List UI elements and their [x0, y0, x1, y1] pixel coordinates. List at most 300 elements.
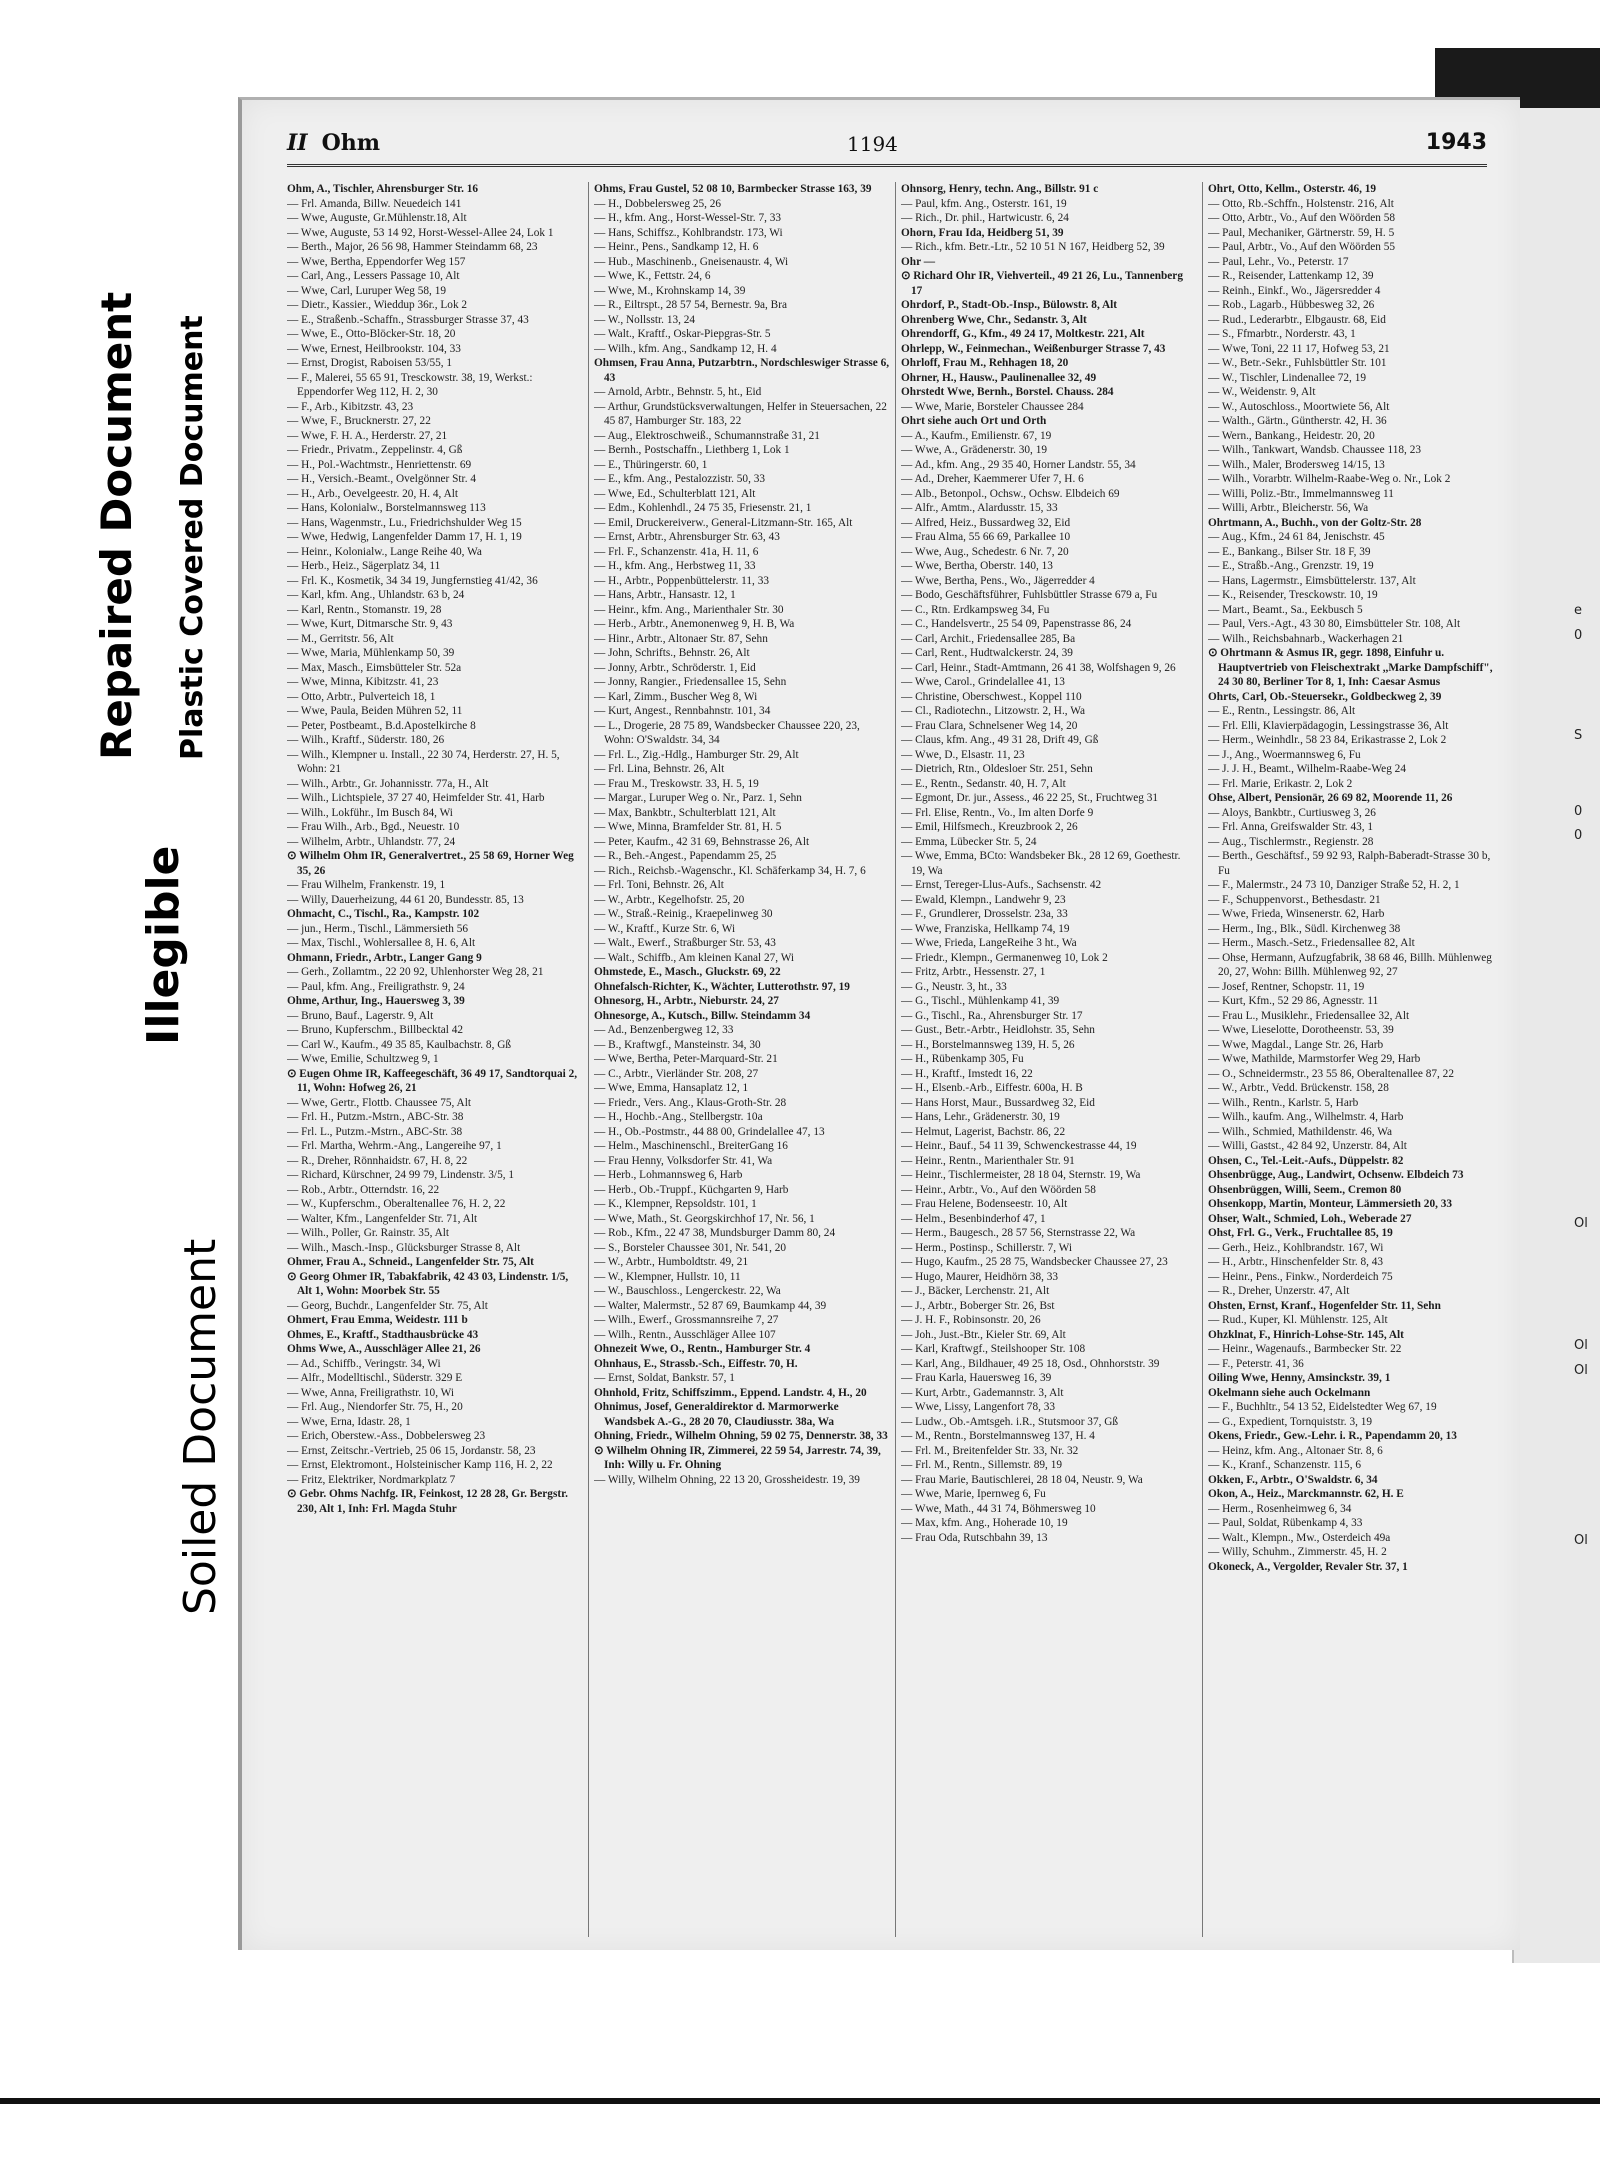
adjacent-page-fragment: 0	[1574, 828, 1583, 843]
directory-entry: ⊙ Wilhelm Ohm IR, Generalvertret., 25 58 69, Horner Weg 35, 26	[287, 850, 574, 877]
directory-entry: — Hans, Lagermstr., Eimsbüttelerstr. 137, Alt	[1208, 574, 1416, 587]
column-divider	[895, 182, 896, 1937]
directory-entry: — Herm., Ing., Blk., Südl. Kirchenweg 38	[1208, 922, 1401, 935]
directory-entry: — Wwe, Marie, Borsteler Chaussee 284	[901, 400, 1084, 413]
directory-entry: — Heinr., kfm. Ang., Marienthaler Str. 30	[594, 603, 784, 616]
directory-entry: Ohrenberg Wwe, Chr., Sedanstr. 3, Alt	[901, 313, 1087, 326]
directory-entry: — Wwe, D., Elsastr. 11, 23	[901, 748, 1025, 761]
directory-entry: — Wwe, Minna, Bramfelder Str. 81, H. 5	[594, 821, 782, 833]
directory-entry: — Ad., Dreher, Kaemmerer Ufer 7, H. 6	[901, 473, 1084, 485]
directory-entry: — Frl. Elli, Klavierpädagogin, Lessingstrasse 36, Alt	[1208, 719, 1449, 732]
directory-entry: — Wwe, Gertr., Flottb. Chaussee 75, Alt	[287, 1096, 471, 1109]
directory-entry: — R., Dreher, Unzerstr. 47, Alt	[1208, 1285, 1350, 1297]
directory-entry: — Max, Tischl., Wohlersallee 8, H. 6, Alt	[287, 937, 476, 949]
directory-entry: — Wwe, Franziska, Hellkamp 74, 19	[901, 922, 1070, 935]
directory-entry: — W., Kraftf., Kurze Str. 6, Wi	[594, 922, 736, 935]
directory-entry: — M., Rentn., Borstelmannsweg 137, H. 4	[901, 1430, 1095, 1442]
directory-entry: — Ludw., Ob.-Amtsgeh. i.R., Stutsmoor 37, Gß	[901, 1415, 1119, 1428]
directory-entry: — Carl, Heinr., Stadt-Amtmann, 26 41 38, Wolfshagen 9, 26	[901, 661, 1176, 674]
directory-entry: — G., Expedient, Tornquiststr. 3, 19	[1208, 1415, 1373, 1428]
directory-entry: — Kurt, Kfm., 52 29 86, Agnesstr. 11	[1208, 995, 1379, 1007]
directory-entry: — H., Dobbelersweg 25, 26	[594, 197, 722, 210]
directory-entry: Ohmert, Frau Emma, Weidestr. 111 b	[287, 1314, 468, 1326]
directory-entry: — F., Arb., Kibitzstr. 43, 23	[287, 400, 414, 413]
adjacent-page-strip	[1512, 108, 1600, 1963]
directory-entry: ⊙ Richard Ohr IR, Viehverteil., 49 21 26, Lu., Tannenberg 17	[901, 270, 1183, 297]
soiled-document-label: Soiled Document	[175, 1238, 226, 1615]
directory-entry: — G., Tischl., Ra., Ahrensburger Str. 17	[901, 1009, 1083, 1022]
directory-entry: — Wilh., Lokführ., Im Busch 84, Wi	[287, 806, 453, 819]
directory-entry: Ohser, Walt., Schmied, Loh., Weberade 27	[1208, 1212, 1412, 1225]
directory-entry: — Heinr., Wagenaufs., Barmbecker Str. 22	[1208, 1343, 1402, 1355]
directory-entry: — Hub., Maschinenb., Gneisenaustr. 4, Wi	[594, 255, 789, 268]
column-divider	[1202, 182, 1203, 1937]
directory-entry: — Wwe, Kurt, Ditmarsche Str. 9, 43	[287, 618, 453, 630]
directory-column-4	[1208, 182, 1504, 1937]
scanned-page	[238, 97, 1520, 1950]
directory-entry: — Max, Bankbtr., Schulterblatt 121, Alt	[594, 806, 776, 819]
section-number: II	[287, 130, 308, 156]
directory-entry: — Herm., Masch.-Setz., Friedensallee 82, Alt	[1208, 937, 1415, 949]
directory-entry: — Walt., Ewerf., Straßburger Str. 53, 43	[594, 937, 776, 949]
directory-entry: — Wwe, Hedwig, Langenfelder Damm 17, H. 1, 19	[287, 531, 522, 543]
directory-entry: — Wwe, A., Grädenerstr. 30, 19	[901, 444, 1047, 456]
directory-entry: — Rud., Kuper, Kl. Mühlenstr. 125, Alt	[1208, 1314, 1388, 1326]
directory-entry: — Wwe, Bertha, Pens., Wo., Jägerredder 4	[901, 574, 1095, 587]
directory-entry: — Arthur, Grundstücksverwaltungen, Helfer in Steuersachen, 22 45 87, Hamburger Str. 183, 22	[594, 400, 887, 427]
directory-entry: — H., kfm. Ang., Horst-Wessel-Str. 7, 33	[594, 212, 782, 224]
directory-entry: — Ernst, Soldat, Bankstr. 57, 1	[594, 1372, 735, 1384]
directory-entry: Ohmstede, E., Masch., Gluckstr. 69, 22	[594, 966, 781, 978]
directory-entry: — Fritz, Elektriker, Nordmarkplatz 7	[287, 1473, 456, 1486]
directory-entry: — Wwe, Aug., Schedestr. 6 Nr. 7, 20	[901, 545, 1069, 558]
directory-entry: — K., Reisender, Tresckowstr. 10, 19	[1208, 589, 1378, 601]
directory-entry: — Gerh., Heiz., Kohlbrandstr. 167, Wi	[1208, 1241, 1384, 1254]
directory-entry: — jun., Herm., Tischl., Lämmersieth 56	[287, 922, 469, 935]
directory-entry: — Paul, Arbtr., Vo., Auf den Wöörden 55	[1208, 241, 1396, 253]
directory-entry: Ohrts, Carl, Ob.-Steuersekr., Goldbeckweg 2, 39	[1208, 690, 1442, 703]
directory-entry: — Wwe, K., Fettstr. 24, 6	[594, 270, 711, 282]
directory-entry: — Ewald, Klempn., Landwehr 9, 23	[901, 893, 1066, 906]
directory-entry: — F., Malerei, 55 65 91, Tresckowstr. 38, 19, Werkst.: Eppendorfer Weg 112, H. 2, 30	[287, 371, 533, 398]
directory-entry: — Alfred, Heiz., Bussardweg 32, Eid	[901, 516, 1071, 529]
directory-entry: Ohrloff, Frau M., Rehhagen 18, 20	[901, 357, 1069, 369]
directory-entry: — Frau Helene, Bodenseestr. 10, Alt	[901, 1198, 1068, 1210]
directory-entry: Ohms, Frau Gustel, 52 08 10, Barmbecker Strasse 163, 39	[594, 183, 872, 195]
directory-entry: — Paul, Vers.-Agt., 43 30 80, Eimsbütteler Str. 108, Alt	[1208, 618, 1461, 630]
directory-entry: — J. J. H., Beamt., Wilhelm-Raabe-Weg 24	[1208, 763, 1406, 775]
directory-entry: — Jonny, Arbtr., Schröderstr. 1, Eid	[594, 661, 756, 674]
directory-entry: — Karl, Zimm., Buscher Weg 8, Wi	[594, 690, 758, 703]
directory-entry: — H., Hochb.-Ang., Stellbergstr. 10a	[594, 1111, 763, 1123]
directory-entry: — Berth., Major, 26 56 98, Hammer Steindamm 68, 23	[287, 241, 538, 253]
directory-entry: — Bernh., Postschaffn., Liethberg 1, Lok 1	[594, 444, 790, 456]
directory-entry: Ohm, A., Tischler, Ahrensburger Str. 16	[287, 183, 479, 195]
directory-entry: — Wilh., Maler, Brodersweg 14/15, 13	[1208, 458, 1385, 471]
directory-entry: — Karl, Ang., Bildhauer, 49 25 18, Osd., Ohnhorststr. 39	[901, 1357, 1160, 1370]
directory-entry: — Hans, Wagenmstr., Lu., Friedrichshulder Weg 15	[287, 516, 522, 529]
directory-entry: — W., Betr.-Sekr., Fuhlsbüttler Str. 101	[1208, 357, 1387, 369]
directory-entry: — Erich, Oberstew.-Ass., Dobbelersweg 23	[287, 1430, 486, 1442]
directory-entry: — Ad., Schiffb., Veringstr. 34, Wi	[287, 1357, 441, 1370]
directory-entry: — Walter, Malermstr., 52 87 69, Baumkamp 44, 39	[594, 1299, 827, 1312]
directory-entry: — Frau M., Treskowstr. 33, H. 5, 19	[594, 777, 759, 790]
directory-entry: Ohnhold, Fritz, Schiffszimm., Eppend. Landstr. 4, H., 20	[594, 1386, 867, 1399]
directory-entry: — Heinr., Bauf., 54 11 39, Schwenckestrasse 44, 19	[901, 1140, 1137, 1152]
directory-entry: — Carl, Archit., Friedensallee 285, Ba	[901, 632, 1076, 645]
adjacent-page-fragment: S	[1574, 728, 1583, 743]
directory-entry: — Frl. Martha, Wehrm.-Ang., Langereihe 97, 1	[287, 1140, 502, 1152]
directory-entry: — Frl. F., Schanzenstr. 41a, H. 11, 6	[594, 545, 759, 558]
directory-entry: — Bodo, Geschäftsführer, Fuhlsbüttler Strasse 679 a, Fu	[901, 589, 1158, 601]
directory-entry: ⊙ Eugen Ohme IR, Kaffeegeschäft, 36 49 17, Sandtorquai 2, 11, Wohn: Hofweg 26, 21	[287, 1067, 578, 1094]
directory-entry: — Christine, Oberschwest., Koppel 110	[901, 690, 1082, 703]
directory-entry: — E., Thüringerstr. 60, 1	[594, 458, 708, 471]
directory-entry: — Wilh., Kraftf., Süderstr. 180, 26	[287, 734, 445, 746]
directory-entry: — H., Elsenb.-Arb., Eiffestr. 600a, H. B	[901, 1082, 1083, 1094]
directory-entry: — Frau Henny, Volksdorfer Str. 41, Wa	[594, 1154, 773, 1167]
directory-entry: — Frl. Toni, Behnstr. 26, Alt	[594, 879, 724, 891]
directory-entry: — Paul, kfm. Ang., Osterstr. 161, 19	[901, 197, 1067, 210]
directory-entry: — Emma, Lübecker Str. 5, 24	[901, 835, 1037, 848]
directory-entry: — Wwe, Lieselotte, Dorotheenstr. 53, 39	[1208, 1024, 1394, 1036]
directory-entry: Ohrstedt Wwe, Bernh., Borstel. Chauss. 284	[901, 386, 1114, 398]
adjacent-page-fragment: Ol	[1574, 1216, 1588, 1231]
directory-entry: — Kurt, Angest., Rennbahnstr. 101, 34	[594, 705, 771, 717]
directory-entry: — Aug., Tischlermstr., Regienstr. 28	[1208, 835, 1374, 848]
directory-entry: — Heinr., Arbtr., Vo., Auf den Wöörden 58	[901, 1183, 1096, 1196]
directory-entry: — F., Malermstr., 24 73 10, Danziger Straße 52, H. 2, 1	[1208, 879, 1460, 891]
directory-entry: — Herm., Weinhdlr., 58 23 84, Erikastrasse 2, Lok 2	[1208, 734, 1447, 746]
directory-entry: — R., Beh.-Angest., Papendamm 25, 25	[594, 850, 777, 862]
directory-entry: Ohzklnat, F., Hinrich-Lohse-Str. 145, Alt	[1208, 1328, 1404, 1341]
directory-entry: — C., Rtn. Erdkampsweg 34, Fu	[901, 603, 1050, 616]
directory-entry: — Wilh., Ewerf., Grossmannsreihe 7, 27	[594, 1314, 779, 1326]
adjacent-page-fragment: 0	[1574, 804, 1583, 819]
directory-entry: — Paul, kfm. Ang., Freiligrathstr. 9, 24	[287, 980, 465, 993]
directory-entry: — Ad., kfm. Ang., 29 35 40, Horner Landstr. 55, 34	[901, 458, 1136, 471]
directory-entry: — J., Arbtr., Boberger Str. 26, Bst	[901, 1299, 1055, 1312]
directory-entry: Ohrdorf, P., Stadt-Ob.-Insp., Bülowstr. 8, Alt	[901, 299, 1118, 311]
directory-entry: — Wwe, Bertha, Peter-Marquard-Str. 21	[594, 1053, 778, 1065]
directory-entry: — R., Dreher, Rönnhaidstr. 67, H. 8, 22	[287, 1154, 468, 1167]
directory-entry: — Frl. Amanda, Billw. Neuedeich 141	[287, 197, 462, 210]
directory-entry: — B., Kraftwgf., Mansteinstr. 34, 30	[594, 1038, 761, 1051]
directory-entry: Ohme, Arthur, Ing., Hauersweg 3, 39	[287, 995, 465, 1007]
directory-entry: — A., Kaufm., Emilienstr. 67, 19	[901, 429, 1052, 442]
directory-entry: — Ad., Benzenbergweg 12, 33	[594, 1024, 734, 1036]
directory-entry: — W., Nollsstr. 13, 24	[594, 313, 696, 326]
directory-entry: Ohmsen, Frau Anna, Putzarbtrn., Nordschleswiger Strasse 6, 43	[594, 357, 890, 384]
directory-entry: — Herm., Postinsp., Schillerstr. 7, Wi	[901, 1241, 1072, 1254]
directory-entry: — Hans, Schiffsz., Kohlbrandstr. 173, Wi	[594, 226, 783, 239]
directory-entry: Ohorn, Frau Ida, Heidberg 51, 39	[901, 226, 1064, 239]
directory-entry: — Reinh., Einkf., Wo., Jägersredder 4	[1208, 284, 1381, 297]
directory-entry: — Cl., Radiotechn., Litzowstr. 2, H., Wa	[901, 705, 1086, 717]
directory-entry: — Wwe, Toni, 22 11 17, Hofweg 53, 21	[1208, 342, 1390, 355]
directory-entry: — Wwe, Ed., Schulterblatt 121, Alt	[594, 487, 756, 500]
repaired-document-label: Repaired Document	[92, 291, 141, 760]
directory-entry: Ohrlepp, W., Feinmechan., Weißenburger Strasse 7, 43	[901, 342, 1166, 355]
directory-entry: — Wilh., Masch.-Insp., Glücksburger Strasse 8, Alt	[287, 1241, 521, 1254]
directory-entry: — Otto, Arbtr., Pulverteich 18, 1	[287, 690, 436, 703]
directory-entry: — Helm., Besenbinderhof 47, 1	[901, 1212, 1046, 1225]
directory-entry: — F., Grundlerer, Drosselstr. 23a, 33	[901, 908, 1068, 920]
directory-entry: — Rich., Reichsb.-Wagenschr., Kl. Schäferkamp 34, H. 7, 6	[594, 864, 866, 877]
directory-entry: — Aloys, Bankbtr., Curtiusweg 3, 26	[1208, 806, 1376, 819]
directory-entry: Okoneck, A., Vergolder, Revaler Str. 37, 1	[1208, 1560, 1408, 1573]
page-year: 1943	[1425, 130, 1487, 155]
directory-entry: — Wilh., Vorarbtr. Wilhelm-Raabe-Weg o. Nr., Lok 2	[1208, 473, 1451, 485]
head-word: Ohm	[321, 130, 381, 156]
directory-entry: — O., Schneidermstr., 23 55 86, Oberaltenallee 87, 22	[1208, 1067, 1454, 1080]
directory-entry: — H., Rübenkamp 305, Fu	[901, 1053, 1024, 1065]
directory-entry: Ohnefalsch-Richter, K., Wächter, Lutterothstr. 97, 19	[594, 980, 850, 993]
directory-entry: — Friedr., Privatm., Zeppelinstr. 4, Gß	[287, 444, 463, 456]
directory-entry: — Frl. M., Breitenfelder Str. 33, Nr. 32	[901, 1444, 1079, 1457]
directory-entry: ⊙ Ohrtmann & Asmus IR, gegr. 1898, Einfuhr u. Hauptvertrieb von Fleischextrakt ,,Marke Dampfschiff", 24 30 80, Berliner Tor 8, 1, Inh: Caesar Asmus	[1208, 647, 1493, 688]
directory-entry: — Ernst, Zeitschr.-Vertrieb, 25 06 15, Jordanstr. 58, 23	[287, 1444, 536, 1457]
directory-entry: Ohr —	[901, 255, 936, 268]
directory-entry: Ohsenbrüggen, Willi, Seem., Cremon 80	[1208, 1183, 1402, 1196]
directory-entry: — H., Borstelmannsweg 139, H. 5, 26	[901, 1038, 1075, 1051]
directory-entry: Ohnhaus, E., Strassb.-Sch., Eiffestr. 70, H.	[594, 1357, 798, 1370]
directory-column-1	[287, 182, 583, 1937]
top-margin	[0, 0, 1600, 45]
directory-entry: — Rob., Lagarb., Hübbesweg 32, 26	[1208, 299, 1375, 311]
directory-entry: — R., Reisender, Lattenkamp 12, 39	[1208, 270, 1374, 282]
directory-entry: — Frl. K., Kosmetik, 34 34 19, Jungfernstieg 41/42, 36	[287, 574, 538, 587]
directory-entry: Ohning, Friedr., Wilhelm Ohning, 59 02 75, Dennerstr. 38, 33	[594, 1430, 888, 1442]
directory-entry: — Ernst, Drogist, Raboisen 53/55, 1	[287, 357, 453, 369]
directory-entry: — G., Neustr. 3, ht., 33	[901, 980, 1007, 993]
directory-entry: — Wilh., Poller, Gr. Rainstr. 35, Alt	[287, 1227, 450, 1239]
directory-entry: Ohnsorg, Henry, techn. Ang., Billstr. 91 c	[901, 183, 1099, 195]
page-header	[287, 130, 1487, 167]
directory-entry: Ohrt, Otto, Kellm., Osterstr. 46, 19	[1208, 183, 1377, 195]
directory-entry: — Wwe, Minna, Kibitzstr. 41, 23	[287, 676, 439, 688]
directory-entry: — Ohse, Hermann, Aufzugfabrik, 38 68 46, Billh. Mühlenweg 20, 27, Wohn: Billh. Mühlenweg 92, 27	[1208, 951, 1492, 978]
directory-entry: — Frau Wilhelm, Frankenstr. 19, 1	[287, 879, 446, 891]
directory-entry: — Fritz, Arbtr., Hessenstr. 27, 1	[901, 966, 1046, 978]
directory-entry: ⊙ Gebr. Ohms Nachfg. IR, Feinkost, 12 28 28, Gr. Bergstr. 230, Alt 1, Inh: Frl. Magda Stuhr	[287, 1488, 568, 1515]
directory-entry: — E., Straßenb.-Schaffn., Strassburger Strasse 37, 43	[287, 313, 529, 326]
directory-entry: — Wwe, Math., St. Georgskirchhof 17, Nr. 56, 1	[594, 1212, 815, 1225]
directory-entry: — Rud., Lederarbtr., Elbgaustr. 68, Eid	[1208, 313, 1386, 326]
directory-entry: — H., Arb., Oevelgeestr. 20, H. 4, Alt	[287, 487, 459, 500]
directory-entry: — Emil, Hilfsmech., Kreuzbrook 2, 26	[901, 821, 1078, 833]
directory-entry: — Herm., Baugesch., 28 57 56, Sternstrasse 22, Wa	[901, 1227, 1136, 1239]
directory-entry: — Wilh., Schmied, Mathildenstr. 46, Wa	[1208, 1125, 1392, 1138]
directory-entry: — Frl. Marie, Erikastr. 2, Lok 2	[1208, 777, 1353, 790]
directory-entry: — Wwe, Carol., Grindelallee 41, 13	[901, 676, 1065, 688]
adjacent-page-fragment: Ol	[1574, 1338, 1588, 1353]
directory-entry: — Wwe, Anna, Freiligrathstr. 10, Wi	[287, 1386, 454, 1399]
directory-entry: — H., Arbtr., Hinschenfelder Str. 8, 43	[1208, 1256, 1384, 1268]
directory-entry: — M., Gerritstr. 56, Alt	[287, 632, 394, 645]
directory-entry: Ohmann, Friedr., Arbtr., Langer Gang 9	[287, 951, 482, 964]
directory-entry: — Wwe, Ernest, Heilbrookstr. 104, 33	[287, 342, 461, 355]
directory-entry: — E., Rentn., Sedanstr. 40, H. 7, Alt	[901, 777, 1066, 790]
directory-entry: — Claus, kfm. Ang., 49 31 28, Drift 49, Gß	[901, 734, 1099, 746]
directory-entry: — Georg, Buchdr., Langenfelder Str. 75, Alt	[287, 1299, 488, 1312]
directory-entry: — Mart., Beamt., Sa., Eekbusch 5	[1208, 603, 1363, 616]
directory-entry: — Gerh., Zollamtm., 22 20 92, Uhlenhorster Weg 28, 21	[287, 966, 544, 978]
directory-entry: — Willy, Schuhm., Zimmerstr. 45, H. 2	[1208, 1546, 1387, 1558]
directory-entry: — Dietr., Kassier., Wieddup 36r., Lok 2	[287, 299, 468, 311]
directory-entry: — Hans Horst, Maur., Bussardweg 32, Eid	[901, 1096, 1095, 1109]
directory-entry: — Wilh., Tankwart, Wandsb. Chaussee 118, 23	[1208, 444, 1421, 456]
column-divider	[588, 182, 589, 1937]
directory-entry: — Wilh., kfm. Ang., Sandkamp 12, H. 4	[594, 342, 777, 355]
directory-entry: — Frl. M., Rentn., Sillemstr. 89, 19	[901, 1459, 1062, 1471]
directory-entry: — Willy, Dauerheizung, 44 61 20, Bundesstr. 85, 13	[287, 893, 524, 906]
directory-entry: — Herb., Heiz., Sägerplatz 34, 11	[287, 560, 441, 572]
directory-entry: — Willi, Gastst., 42 84 92, Unzerstr. 84, Alt	[1208, 1140, 1407, 1152]
directory-entry: — Wwe, Frieda, LangeReihe 3 ht., Wa	[901, 937, 1077, 949]
directory-entry: — E., Rentn., Lessingstr. 86, Alt	[1208, 705, 1356, 717]
directory-entry: — Alfr., Amtm., Alardusstr. 15, 33	[901, 502, 1058, 514]
directory-entry: Ohnimus, Josef, Generaldirektor d. Marmorwerke Wandsbek A.-G., 28 20 70, Claudiusstr. 38a, Wa	[594, 1401, 839, 1428]
directory-entry: — Walt., Klempn., Mw., Osterdeich 49a	[1208, 1531, 1391, 1544]
directory-entry: — H., Pol.-Wachtmstr., Henriettenstr. 69	[287, 458, 472, 471]
directory-entry: — Wwe, Auguste, Gr.Mühlenstr.18, Alt	[287, 212, 467, 224]
directory-entry: Ohsenbrügge, Aug., Landwirt, Ochsenw. Elbdeich 73	[1208, 1169, 1464, 1181]
directory-entry: — W., Arbtr., Kegelhofstr. 25, 20	[594, 893, 745, 906]
directory-entry: — F., Buchhltr., 54 13 52, Eidelstedter Weg 67, 19	[1208, 1401, 1437, 1413]
directory-entry: — Wwe, Emma, Hansaplatz 12, 1	[594, 1082, 749, 1094]
directory-entry: — F., Peterstr. 41, 36	[1208, 1357, 1304, 1370]
directory-entry: — Hans, Lehr., Grädenerstr. 30, 19	[901, 1111, 1060, 1123]
directory-entry: — Heinr., Pens., Finkw., Norderdeich 75	[1208, 1270, 1393, 1283]
directory-entry: — Frl. L., Zig.-Hdlg., Hamburger Str. 29, Alt	[594, 748, 799, 761]
directory-entry: Okelmann siehe auch Ockelmann	[1208, 1386, 1371, 1399]
directory-entry: — Wilh., Lichtspiele, 37 27 40, Heimfelder Str. 41, Harb	[287, 792, 545, 804]
directory-entry: — Rich., kfm. Betr.-Ltr., 52 10 51 N 167, Heidberg 52, 39	[901, 241, 1165, 253]
adjacent-page-fragment: Ol	[1574, 1533, 1588, 1548]
directory-entry: — Rob., Arbtr., Otterndstr. 16, 22	[287, 1183, 440, 1196]
directory-entry: — Willi, Poliz.-Btr., Immelmannsweg 11	[1208, 487, 1394, 500]
directory-entry: — Berth., Geschäftsf., 59 92 93, Ralph-Baberadt-Strasse 30 b, Fu	[1208, 850, 1491, 877]
directory-entry: — Helmut, Lagerist, Bachstr. 86, 22	[901, 1125, 1066, 1138]
directory-entry: — Frl. Lina, Behnstr. 26, Alt	[594, 763, 725, 775]
directory-entry: — Wwe, Auguste, 53 14 92, Horst-Wessel-Allee 24, Lok 1	[287, 226, 554, 239]
directory-entry: — Frl. Aug., Niendorfer Str. 75, H., 20	[287, 1401, 463, 1413]
directory-entry: — Josef, Rentner, Schopstr. 11, 19	[1208, 980, 1365, 993]
directory-entry: Ohst, Frl. G., Verk., Fruchtallee 85, 19	[1208, 1227, 1393, 1239]
directory-entry: — Wwe, Maria, Mühlenkamp 50, 39	[287, 647, 455, 659]
directory-entry: Ohnesorg, H., Arbtr., Nieburstr. 24, 27	[594, 995, 779, 1007]
directory-entry: — H., kfm. Ang., Herbstweg 11, 33	[594, 560, 756, 572]
directory-entry: — Karl, Kraftwgf., Steilshooper Str. 108	[901, 1343, 1086, 1355]
directory-entry: — Max, Masch., Eimsbütteler Str. 52a	[287, 661, 462, 674]
directory-entry: — H., Versich.-Beamt., Ovelgönner Str. 4	[287, 473, 476, 485]
directory-entry: Ohse, Albert, Pensionär, 26 69 82, Moorende 11, 26	[1208, 792, 1453, 804]
directory-entry: Ohrt siehe auch Ort und Orth	[901, 415, 1047, 427]
directory-entry: — Otto, Arbtr., Vo., Auf den Wöörden 58	[1208, 212, 1396, 224]
directory-entry: — Friedr., Klempn., Germanenweg 10, Lok 2	[901, 951, 1108, 964]
directory-entry: — Herb., Arbtr., Anemonenweg 9, H. B, Wa	[594, 618, 795, 630]
directory-entry: — Rich., Dr. phil., Hartwicustr. 6, 24	[901, 212, 1069, 224]
directory-entry: — Wwe, M., Krohnskamp 14, 39	[594, 284, 746, 297]
directory-entry: — Herb., Ob.-Truppf., Küchgarten 9, Harb	[594, 1183, 789, 1196]
directory-entry: ⊙ Georg Ohmer IR, Tabakfabrik, 42 43 03, Lindenstr. 1/5, Alt 1, Wohn: Moorbek Str. 55	[287, 1270, 569, 1297]
directory-entry: — Wilh., Rentn., Karlstr. 5, Harb	[1208, 1096, 1359, 1109]
directory-entry: — Frl. Elise, Rentn., Vo., Im alten Dorfe 9	[901, 806, 1094, 819]
directory-entry: — L., Drogerie, 28 75 89, Wandsbecker Chaussee 220, 23, Wohn: O'Swaldstr. 34, 34	[594, 719, 860, 746]
directory-entry: — Margar., Luruper Weg o. Nr., Parz. 1, Sehn	[594, 792, 802, 804]
directory-entry: — W., Straß.-Reinig., Kraepelinweg 30	[594, 908, 773, 920]
directory-entry: Ohsenkopp, Martin, Monteur, Lämmersieth 20, 33	[1208, 1198, 1453, 1210]
directory-entry: — Emil, Druckereiverw., General-Litzmann-Str. 165, Alt	[594, 516, 853, 529]
directory-entry: — W., Autoschloss., Moortwiete 56, Alt	[1208, 400, 1390, 413]
directory-entry: Ohsten, Ernst, Kranf., Hogenfelder Str. 11, Sehn	[1208, 1299, 1441, 1312]
directory-entry: — J., Bäcker, Lerchenstr. 21, Alt	[901, 1285, 1050, 1297]
directory-entry: — Wwe, Paula, Beiden Mühren 52, 11	[287, 705, 463, 717]
directory-entry: — C., Handelsvertr., 25 54 09, Papenstrasse 86, 24	[901, 618, 1132, 630]
directory-entry: — Heinz, kfm. Ang., Altonaer Str. 8, 6	[1208, 1444, 1383, 1457]
directory-entry: — Alfr., Modelltischl., Süderstr. 329 E	[287, 1372, 463, 1384]
directory-entry: — Karl, Rentn., Stomanstr. 19, 28	[287, 603, 442, 616]
directory-entry: — H., Arbtr., Poppenbüttelerstr. 11, 33	[594, 574, 769, 587]
directory-entry: Ohms Wwe, A., Ausschläger Allee 21, 26	[287, 1343, 481, 1355]
directory-entry: Ohnesorge, A., Kutsch., Billw. Steindamm 34	[594, 1009, 811, 1022]
directory-entry: — Carl W., Kaufm., 49 35 85, Kaulbachstr. 8, Gß	[287, 1038, 512, 1051]
directory-entry: — Walt., Kraftf., Oskar-Piepgras-Str. 5	[594, 328, 771, 340]
directory-entry: — Edm., Kohlenhdl., 24 75 35, Friesenstr. 21, 1	[594, 502, 812, 514]
directory-entry: — W., Bauschloss., Lengerckestr. 22, Wa	[594, 1285, 781, 1297]
directory-entry: — K., Klempner, Repsoldstr. 101, 1	[594, 1198, 757, 1210]
directory-entry: — Willi, Arbtr., Bleicherstr. 56, Wa	[1208, 502, 1369, 514]
illegible-label: Illegible	[138, 845, 189, 1045]
directory-entry: — Wwe, Bertha, Oberstr. 140, 13	[901, 560, 1053, 572]
directory-entry: Ohrtmann, A., Buchh., von der Goltz-Str. 28	[1208, 516, 1422, 529]
directory-entry: — Wilh., Arbtr., Gr. Johannisstr. 77a, H., Alt	[287, 777, 489, 790]
directory-entry: — Egmont, Dr. jur., Assess., 46 22 25, St., Fruchtweg 31	[901, 792, 1159, 804]
directory-entry: — Otto, Rb.-Schffn., Holstenstr. 216, Alt	[1208, 197, 1394, 210]
directory-entry: — Karl, kfm. Ang., Uhlandstr. 63 b, 24	[287, 589, 465, 601]
directory-entry: — G., Tischl., Mühlenkamp 41, 39	[901, 995, 1060, 1007]
directory-column-3	[901, 182, 1197, 1937]
directory-entry: — Wwe, Bertha, Eppendorfer Weg 157	[287, 255, 466, 268]
directory-entry: — Herm., Rosenheimweg 6, 34	[1208, 1502, 1352, 1515]
directory-entry: — Ernst, Tereger-Llus-Aufs., Sachsenstr. 42	[901, 879, 1102, 891]
directory-entry: — Aug., Elektroschweiß., Schumannstraße 31, 21	[594, 429, 820, 442]
directory-entry: — E., kfm. Ang., Pestalozzistr. 50, 33	[594, 473, 766, 485]
directory-entry: — J. H. F., Robinsonstr. 20, 26	[901, 1314, 1041, 1326]
directory-entry: Oiling Wwe, Henny, Amsinckstr. 39, 1	[1208, 1372, 1391, 1384]
directory-entry: — Frau Marie, Bautischlerei, 28 18 04, Neustr. 9, Wa	[901, 1473, 1143, 1486]
directory-entry: — Hugo, Kaufm., 25 28 75, Wandsbecker Chaussee 27, 23	[901, 1256, 1168, 1268]
directory-entry: — H., Ob.-Postmstr., 44 88 00, Grindelallee 47, 13	[594, 1125, 825, 1138]
directory-entry: — Wilh., Klempner u. Install., 22 30 74, Herderstr. 27, H. 5, Wohn: 21	[287, 748, 560, 775]
directory-entry: — Alb., Betonpol., Ochsw., Ochsw. Elbdeich 69	[901, 487, 1120, 500]
directory-entry: — Walter, Kfm., Langenfelder Str. 71, Alt	[287, 1212, 478, 1225]
bottom-edge	[0, 2098, 1600, 2104]
directory-entry: — J., Ang., Woermannsweg 6, Fu	[1208, 748, 1361, 761]
directory-entry: Ohsen, C., Tel.-Leit.-Aufs., Düppelstr. 82	[1208, 1154, 1404, 1167]
directory-entry: — Walth., Gärtn., Güntherstr. 42, H. 36	[1208, 415, 1387, 427]
directory-entry: — W., Kupferschm., Oberaltenallee 76, H. 2, 22	[287, 1198, 506, 1210]
directory-entry: — Paul, Mechaniker, Gärtnerstr. 59, H. 5	[1208, 226, 1395, 239]
directory-entry: — Wilh., Rentn., Ausschläger Allee 107	[594, 1328, 776, 1341]
directory-entry: — Richard, Kürschner, 24 99 79, Lindenstr. 3/5, 1	[287, 1169, 515, 1181]
directory-entry: Ohrendorff, G., Kfm., 49 24 17, Moltkestr. 221, Alt	[901, 328, 1145, 340]
directory-entry: — Joh., Just.-Btr., Kieler Str. 69, Alt	[901, 1328, 1066, 1341]
directory-entry: — Heinr., Rentn., Marienthaler Str. 91	[901, 1154, 1075, 1167]
directory-entry: — W., Klempner, Hullstr. 10, 11	[594, 1270, 741, 1283]
directory-entry: — Bruno, Bauf., Lagerstr. 9, Alt	[287, 1009, 434, 1022]
